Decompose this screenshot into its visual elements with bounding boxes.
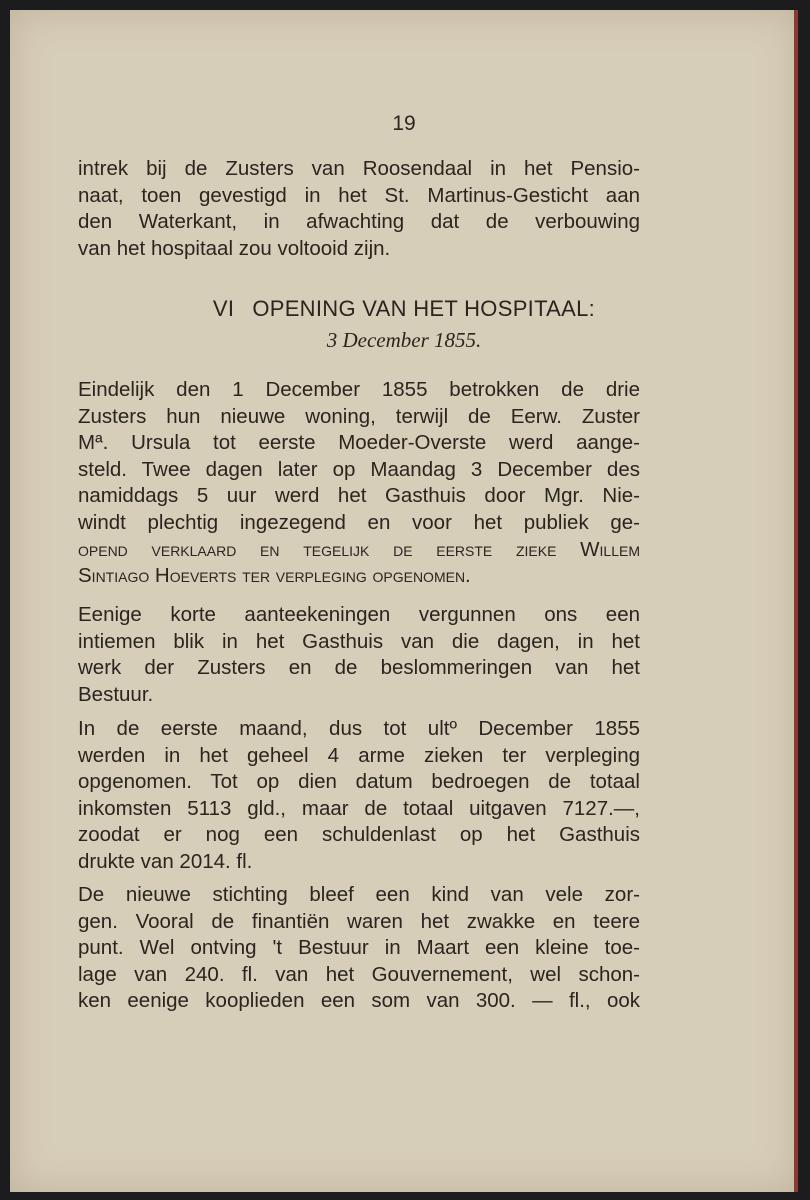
page-edge [794, 10, 798, 1192]
text-line: opgenomen. Tot op dien datum bedroegen de totaal [78, 770, 640, 794]
text-line: inkomsten 5113 gld., maar de totaal uitgaven 7127.—, [78, 796, 640, 820]
paragraph-4 [78, 716, 640, 876]
paragraph-5 [78, 882, 640, 1015]
text-line: drukte van 2014. fl. [78, 849, 253, 873]
text-line: intrek bij de Zusters van Roosendaal in het Pensio- [78, 157, 640, 180]
section-number: VI [212, 296, 235, 321]
text-line: windt plechtig ingezegend en voor het publiek ge- [78, 510, 640, 534]
text-line: naat, toen gevestigd in het St. Martinus-Gesticht aan [78, 183, 640, 207]
paragraph-3 [78, 602, 640, 708]
paragraph-2 [78, 377, 640, 590]
text-line: punt. Wel ontving 't Bestuur in Maart een kleine toe- [78, 936, 640, 960]
text-line: van het hospitaal zou voltooid zijn. [78, 236, 391, 260]
text-line: werk der Zusters en de beslommeringen van het [78, 656, 640, 680]
text-line: opend verklaard en tegelijk de eerste zieke Willem [78, 537, 640, 561]
text-line: Eenige korte aanteekeningen vergunnen ons een [78, 603, 640, 626]
section-heading [10, 296, 798, 322]
book-page [10, 10, 798, 1192]
section-date: 3 December 1855. [326, 328, 482, 352]
text-line: Bestuur. [78, 682, 154, 706]
text-line: werden in het geheel 4 arme zieken ter verpleging [78, 743, 640, 767]
text-line: In de eerste maand, dus tot ultº December 1855 [78, 717, 640, 740]
text-line: gen. Vooral de finantiën waren het zwakke en teere [78, 909, 640, 933]
text-line: Mª. Ursula tot eerste Moeder-Overste werd aange- [78, 431, 640, 455]
text-line: De nieuwe stichting bleef een kind van vele zor- [78, 883, 640, 906]
section-title: OPENING VAN HET HOSPITAAL: [252, 296, 596, 321]
paragraph-1 [78, 156, 640, 262]
text-line: den Waterkant, in afwachting dat de verbouwing [78, 210, 640, 234]
text-line: namiddags 5 uur werd het Gasthuis door Mgr. Nie- [78, 484, 640, 508]
text-line: intiemen blik in het Gasthuis van die dagen, in het [78, 629, 640, 653]
page-number: 19 [392, 112, 416, 135]
text-line: steld. Twee dagen later op Maandag 3 December des [78, 457, 640, 481]
text-line: Zusters hun nieuwe woning, terwijl de Eerw. Zuster [78, 404, 640, 428]
text-line: zoodat er nog een schuldenlast op het Gasthuis [78, 823, 640, 847]
text-line: Eindelijk den 1 December 1855 betrokken de drie [78, 378, 640, 401]
text-line: ken eenige kooplieden een som van 300. — fl., ook [78, 989, 640, 1013]
text-line: Sintiago Hoeverts ter verpleging opgenomen. [78, 564, 471, 588]
text-line: lage van 240. fl. van het Gouvernement, wel schon- [78, 962, 640, 986]
